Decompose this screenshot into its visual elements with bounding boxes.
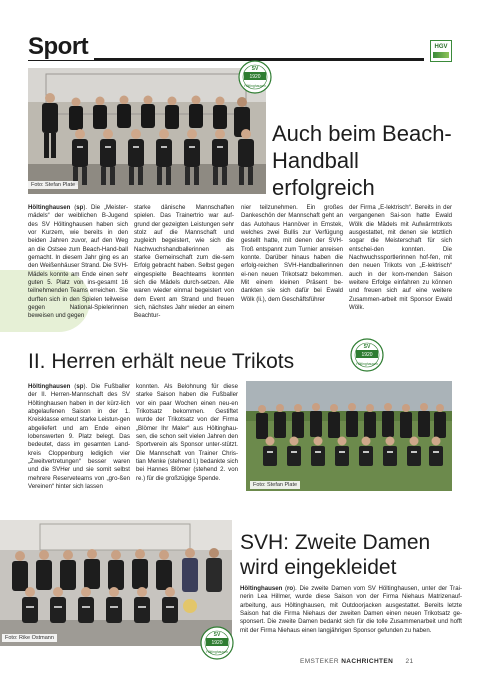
damen-photo-illustration bbox=[0, 520, 232, 646]
headline-herren-trikots: II. Herren erhält neue Trikots bbox=[28, 350, 295, 373]
badge-club-3: Höltinghausen bbox=[206, 650, 228, 654]
article2-col1-text: ). Die Fußballer der II. Herren-Mannschaft des SV Höltinghausen haben in der kürz-lich abgelaufenen Saison in der 1. Kreisklasse erneut starke Leistun-gen abgeliefert und am Ende einen lobenswerten 9. Platz belegt. Das bedeutet, dass im gesamten Land-kreis Cloppenburg lediglich vier „Zweitvertretungen“ besser waren und die SVHer und sie somit selbst mehrere Reserveteams von „gro-ßen Vereinen“ hinter sich lassen bbox=[28, 383, 130, 491]
badge-year-2: 1920 bbox=[361, 352, 373, 358]
article1-column-3: nier teilzunehmen. Ein großes Dankeschön der Mannschaft geht an das Autohaus Hannöver in Emstek, welches zwei Bullis zur Verfügung gestellt hatte, mit denen der SVH-Troß entspannt zum Turnier anreisen konnte. Darüber hinaus haben die erfolg-reichen SVH-Handballerinnen ei-nen neuen Trikotsatz bekommen. Mit einem kleinen Präsent be-dankten sie sich dafür bei Ewald Wölk (li.), dem Geschäftsführer bbox=[241, 204, 343, 303]
article1-dateline: Höltinghausen bbox=[28, 204, 71, 211]
headline-zweite-damen: SVH: Zweite Damen wird eingekleidet bbox=[240, 531, 431, 579]
badge-year-3: 1920 bbox=[211, 640, 223, 646]
badge-club-1: Höltinghausen bbox=[244, 84, 266, 88]
headline-beach-handball: Auch beim Beach-Handball erfolgreich bbox=[272, 121, 452, 200]
article3-dateline: Höltinghausen bbox=[240, 585, 283, 592]
herren-photo-illustration bbox=[246, 381, 452, 491]
club-badge-3 bbox=[200, 626, 234, 660]
badge-top-3: SV bbox=[213, 632, 221, 638]
club-badge-2 bbox=[350, 338, 384, 372]
photo-zweite-damen-team bbox=[0, 520, 232, 646]
hgv-logo bbox=[430, 40, 452, 62]
footer-brand-light: EMSTEKER bbox=[300, 658, 339, 665]
team-photo-illustration bbox=[28, 68, 266, 194]
article2-column-2: konnten. Als Belohnung für diese starke Saison haben die Fußballer vor ein paar Wochen einen neu-en Trikotsatz bekommen. Gestiftet wurde der Trikotsatz von der Firma „Blömer Ihr Maler“ aus Höltinghau-sen, die schon seit vielen Jahren den Sportverein als Sponsor unter-stützt. Die Mannschaft von Trainer Chris-tian Menke (stehend l.) bedankte sich bei Hannes Blömer (stehend 2. von re.) für die großzügige Spende. bbox=[136, 383, 238, 482]
article1-column-1: Höltinghausen (sp). Die „Meister-mädels“ der weiblichen B-Jugend des SV Höltinghausen haben sich vor Kurzem, wie bereits in den beiden Jahren zuvor, auf den Weg an die Ostsee zum Beach-Hand-ball gemacht. In diesem Jahr ging es an den Weißenhäuser Strand. Die SVH-Mädels konnte am Ende einen sehr guten 5. Platz von ins-gesamt 16 teilnehmenden Teams erreichen. Sie durften sich in den Spielen teilweise gegen National-Spielerinnen beweisen und gegen bbox=[28, 204, 128, 320]
article3-author: ro bbox=[287, 585, 294, 592]
article2-author: sp bbox=[76, 383, 84, 390]
photo-herren-team bbox=[246, 381, 452, 491]
badge-top-2: SV bbox=[363, 344, 371, 350]
footer-brand-bold: NACHRICHTEN bbox=[341, 658, 394, 665]
photo-beach-handball-team bbox=[28, 68, 266, 194]
article1-column-4: der Firma „E-lektrisch“. Bereits in der vergangenen Sai-son hatte Ewald Wölk die Mädels mit Aufwärmtrikots ausgestattet, mit denen sie letztlich sogar die Meisterschaft für sich entschei-den konnten. Die Nachwuchssportlerinnen hof-fen, mit den neuen Trikots von „E-lektrisch“ auch in der kom-menden Saison weitere Erfolge einfahren zu können und freuen sich auf eine weitere Zusammen-arbeit mit Sponsor Ewald Wölk. bbox=[349, 204, 452, 312]
article1-col1-text: ). Die „Meister-mädels“ der weiblichen B-Jugend des SV Höltinghausen haben sich vor Kurzem, wie bereits in den beiden Jahren zuvor, auf den Weg an die Ostsee zum Beach-Hand-ball gemacht. In diesem Jahr ging es an den Weißenhäuser Strand. Die SVH-Mädels konnte am Ende einen sehr guten 5. Platz von ins-gesamt 16 teilnehmenden Teams erreichen. Sie durften sich in den Spielen teilweise gegen National-Spielerinnen beweisen und gegen bbox=[28, 204, 128, 320]
hgv-logo-bar bbox=[433, 52, 449, 58]
photo-credit-3: Foto: Rike Ostmann bbox=[2, 634, 57, 642]
article3-body: ). Die zweite Damen vom SV Höltinghausen, unter der Trai-nerin Lea Hillmer, wurde diese Saison von der Firma Niehaus Matrizenauf-arbeitung, aus Höltinghausen, mit Outdoorjacken ausgestattet. Bereits letzte Saison hat die Firma Niehaus der zweiten Damen einen neuen Trikotsatz ge-sponsert. Die zweite Damen bedankt sich für die tolle Zusammenarbeit und hofft mit der Firma Niehaus einen langjährigen Sponsor gefunden zu haben. bbox=[240, 585, 462, 634]
article1-column-2: starke dänische Mannschaften spielen. Das Trainertrio war auf-grund der gezeigten Leistungen sehr stolz auf die Mannschaft und zugleich begeistert, wie sich die Nachwuchshandballerinnen als starke Gemeinschaft zum die-sem Erfolg gebracht haben. Selbst gegen eingespielte Beachteams konnten sich die Mädels durch-setzen. Alle waren wieder einmal begeistert von dem Event am Strand und freuen sich, nächstes Jahr wieder an einem Beachtur- bbox=[134, 204, 234, 320]
club-badge-1 bbox=[238, 60, 272, 94]
page-number: 21 bbox=[405, 658, 414, 665]
article2-column-1: Höltinghausen (sp). Die Fußballer der II. Herren-Mannschaft des SV Höltinghausen haben in der kürz-lich abgelaufenen Saison in der 1. Kreisklasse erneut starke Leistun-gen abgeliefert und am Ende einen lobenswerten 9. Platz belegt. Das bedeutet, dass im gesamten Land-kreis Cloppenburg lediglich vier „Zweitvertretungen“ besser waren und die SVHer und sie somit selbst mehrere Reserveteams von „gro-ßen Vereinen“ hinter sich lassen bbox=[28, 383, 130, 491]
section-title: Sport bbox=[28, 34, 94, 60]
article1-author: sp bbox=[76, 204, 84, 211]
page-footer bbox=[300, 658, 414, 665]
photo-credit-2: Foto: Stefan Plate bbox=[250, 481, 300, 489]
article2-dateline: Höltinghausen bbox=[28, 383, 71, 390]
photo-credit-1: Foto: Stefan Plate bbox=[28, 181, 78, 189]
badge-top-1: SV bbox=[251, 66, 259, 72]
badge-club-2: Höltinghausen bbox=[356, 362, 378, 366]
article3-text: Höltinghausen (ro). Die zweite Damen vom SV Höltinghausen, unter der Trai-nerin Lea Hillmer, wurde diese Saison von der Firma Niehaus Matrizenauf-arbeitung, aus Höltinghausen, mit Outdoorjacken ausgestattet. Bereits letzte Saison hat die Firma Niehaus der zweiten Damen einen neuen Trikotsatz ge-sponsert. Die zweite Damen bedankt sich für die tolle Zusammenarbeit und hofft mit der Firma Niehaus einen langjährigen Sponsor gefunden zu haben. bbox=[240, 585, 462, 634]
hgv-logo-text: HGV bbox=[434, 44, 448, 50]
badge-year-1: 1920 bbox=[249, 74, 261, 80]
